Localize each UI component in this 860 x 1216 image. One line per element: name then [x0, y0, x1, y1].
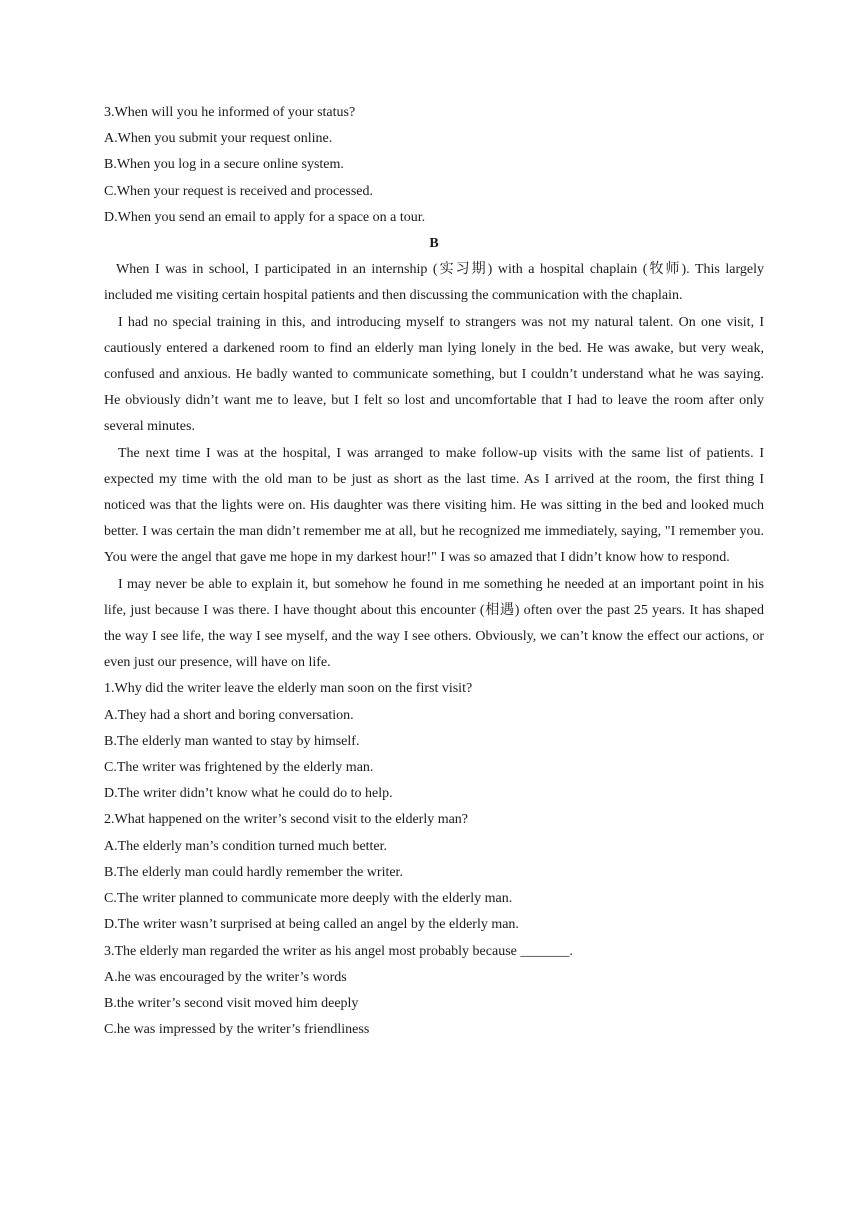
passage-paragraph: I had no special training in this, and introducing myself to strangers was not my natural talent. On one visit, I cautiously entered a darkened room to find an elderly man lying lonely in the bed. He was awake, but very weak, confused and anxious. He badly wanted to communicate something, but I couldn’t understand what he was saying. He obviously didn’t want me to leave, but I felt so lost and uncomfortable that I had to leave the room after only several minutes. — [104, 314, 764, 435]
option-b: B.The elderly man wanted to stay by himself. — [104, 733, 360, 749]
passage-paragraph: I may never be able to explain it, but somehow he found in me something he needed at an important point in his life, just because I was there. I have thought about this encounter (相遇) often over the past 25 years. It has shaped the way I see life, the way I see myself, and the way I see others. Obviously, we can’t know the effect our actions, or even just our presence, will have on life. — [104, 576, 764, 671]
section-heading: B — [429, 236, 439, 252]
option-c: C.The writer was frightened by the elderly man. — [104, 760, 374, 776]
option-c: C.When your request is received and processed. — [104, 183, 374, 199]
question-text: 3.The elderly man regarded the writer as his angel most probably because _______. — [104, 943, 573, 959]
option-b: B.The elderly man could hardly remember the writer. — [104, 864, 403, 880]
question-text: 2.What happened on the writer’s second visit to the elderly man? — [104, 812, 469, 828]
document-page — [104, 100, 764, 1043]
passage-paragraph: When I was in school, I participated in an internship (实习期) with a hospital chaplain (牧师). This largely included me visiting certain hospital patients and then discussing the communication with the chaplain. — [104, 262, 764, 304]
question-text: 1.Why did the writer leave the elderly man soon on the first visit? — [104, 681, 473, 697]
question-text: 3.When will you he informed of your status? — [104, 105, 356, 120]
option-a: A.The elderly man’s condition turned much better. — [104, 838, 388, 854]
option-a: A.he was encouraged by the writer’s words — [104, 969, 347, 985]
option-b: B.When you log in a secure online system. — [104, 157, 344, 173]
option-d: D.The writer wasn’t surprised at being called an angel by the elderly man. — [104, 917, 519, 933]
option-a: A.When you submit your request online. — [104, 131, 333, 147]
option-a: A.They had a short and boring conversation. — [104, 707, 354, 723]
option-c: C.he was impressed by the writer’s friendliness — [104, 1022, 370, 1038]
option-c: C.The writer planned to communicate more deeply with the elderly man. — [104, 891, 513, 907]
option-b: B.the writer’s second visit moved him deeply — [104, 995, 359, 1011]
option-d: D.When you send an email to apply for a space on a tour. — [104, 209, 426, 225]
passage-paragraph: The next time I was at the hospital, I was arranged to make follow-up visits with the same list of patients. I expected my time with the old man to be just as short as the last time. As I arrived at the room, the first thing I noticed was that the lights were on. His daughter was there visiting him. He was sitting in the bed and looked much better. I was certain the man didn’t remember me at all, but he recognized me immediately, saying, "I remember you. You were the angel that gave me hope in my darkest hour!" I was so amazed that I didn’t know how to respond. — [104, 445, 764, 566]
option-d: D.The writer didn’t know what he could do to help. — [104, 786, 393, 802]
